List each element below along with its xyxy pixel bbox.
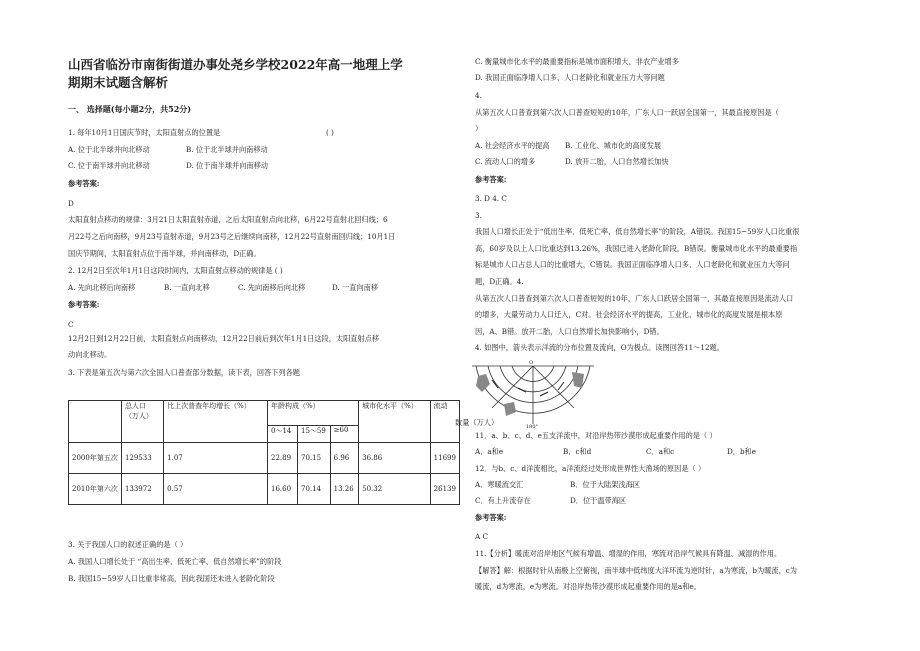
q11-option-b: B．c和d [563, 447, 592, 456]
table-header-total [121, 401, 163, 443]
q34-explanation-line: 因，A、B错。放开二胎，人口自然增长加快影响小，D错。 [475, 327, 664, 336]
current-arrow [540, 392, 548, 396]
q2-option-c: C. 先向南移后向北移 [238, 283, 306, 292]
q4-number: 4. [475, 91, 482, 100]
q1-paren: ( ) [326, 128, 334, 137]
table-cell: 16.60 [268, 474, 298, 505]
q2-explanation-line: 动向北移动。 [68, 350, 112, 359]
q11-option-d: D．b和e [727, 447, 756, 456]
q1112-explanation-line: 暖流，d为寒流，e为寒流。对沿岸热带沙漠形成起重要作用的是a和e。 [475, 582, 701, 591]
q3-intro: 3. 下表是第五次与第六次全国人口普查部分数据，读下表，回答下列各题 [68, 368, 300, 377]
figure-label-pole: O [529, 360, 534, 366]
q11-option-c: C．a和c [646, 447, 675, 456]
q34-explanation-line: 题，D正确。4. [475, 277, 524, 286]
table-cutoff-label: 数量（万人） [455, 418, 499, 427]
table-cell: 70.15 [298, 443, 331, 474]
q34-explanation-line: 我国人口增长正处于“低出生率、低死亡率、低自然增长率”的阶段，A错误。我国15~59岁人口比重很 [475, 227, 800, 236]
table-cell: 133972 [121, 474, 163, 505]
table-cell: 2010年第六次 [69, 474, 122, 505]
current-arrow [558, 382, 564, 390]
q4-option-a: A. 社会经济水平的提高 [475, 141, 550, 150]
q4-option-d: D. 放开二胎，人口自然增长加快 [565, 157, 669, 166]
q34-explanation-line: 标是城市人口占总人口的比重增大，C错误。我国正面临净增人口多、人口老龄化和就业压力大等问 [475, 260, 790, 269]
table-cell: 2000年第五次 [69, 443, 122, 474]
answer-label: 参考答案: [475, 513, 507, 522]
census-table [68, 400, 460, 505]
table-header-total-unit: （万人） [124, 412, 153, 420]
q1112-explanation-line: 11.【分析】暖流对沿岸地区气候有增温、增湿的作用，寒流对沿岸气候具有降温、减湿的作用。 [475, 549, 782, 558]
table-cell: 0.57 [164, 474, 268, 505]
current-arrow [492, 380, 498, 388]
table-header-age-group: 0～14 [268, 426, 298, 443]
table-row [69, 443, 460, 474]
figure-intro: 4. 如图中，箭头表示洋流的分布位置及流向，O为极点。读图回答11～12题。 [475, 343, 724, 352]
answer-label: 参考答案: [68, 179, 100, 188]
land-shape [476, 374, 490, 392]
table-header-urban: 城市化水平（%） [359, 401, 431, 443]
q3-option-a: A. 我国人口增长处于 “高出生率、低死亡率、低自然增长率”的阶段 [68, 557, 282, 566]
q11-option-a: A．a和e [475, 447, 504, 456]
q34-explanation-line: 3. [475, 211, 482, 220]
table-cell: 129533 [121, 443, 163, 474]
table-header-age-group: 15～59 [298, 426, 331, 443]
q4-option-b: B. 工业化、城市化的高度发展 [565, 141, 662, 150]
q12-option-c: C．有上升流存在 [475, 496, 531, 505]
section-heading: 一、 选择题(每小题2分，共52分) [68, 104, 192, 114]
q4-option-c: C. 流动人口的增多 [475, 157, 536, 166]
q1-option-c: C. 位于南半球并向北移动 [68, 161, 150, 170]
q34-explanation-line: 从第五次人口普查到第六次人口普查短短的10年，广东人口跃居全国第一，其最直接原因是流动人口 [475, 294, 794, 303]
table-header-growth: 比上次普查年均增长（%） [164, 401, 268, 443]
table-header-total-label: 总人口 [124, 402, 146, 410]
page-title-line-1: 山西省临汾市南街街道办事处尧乡学校2022年高一地理上学 [68, 57, 403, 72]
table-cell: 11699 [430, 443, 459, 474]
q1-explanation-line: 国庆节期间，太阳直射点位于南半球，并向南移动，D正确。 [68, 249, 261, 258]
q2-option-a: A. 先向北移后向南移 [68, 283, 136, 292]
table-cell: 70.14 [298, 474, 331, 505]
q12-option-d: D．位于温带海区 [570, 496, 627, 505]
q1-answer: D [68, 199, 74, 208]
land-shape [572, 372, 584, 388]
q1112-answer: A C [475, 532, 488, 541]
q3-option-d: D. 我国正面临净增人口多、人口老龄化和就业压力大等问题 [475, 73, 665, 82]
q2-stem: 2. 12月2日至次年1月1日这段时间内，太阳直射点移动的规律是 ( ) [68, 266, 283, 275]
q4-stem: 从第五次人口普查到第六次人口普查短短的10年，广东人口一跃居全国第一，其最直接原因是（ [475, 108, 779, 117]
q1-explanation-line: 月22号之后向南移，9月23号直射赤道，9月23号之后继续向南移，12月22号直射南回归线；10月1日 [68, 232, 396, 241]
q34-explanation-line: 的增多，大量劳动力人口迁入，C对。社会经济水平的提高，工业化、城市化的高度发展是根本原 [475, 310, 783, 319]
q1-option-d: D. 位于南半球并向南移动 [186, 161, 268, 170]
q3-option-c: C. 衡量城市化水平的最重要指标是城市面积增大，非农产业增多 [475, 57, 679, 66]
q1-stem: 1. 每年10月1日国庆节时，太阳直射点的位置是 [68, 128, 221, 137]
answer-label: 参考答案: [68, 300, 100, 309]
q1112-explanation-line: 【解答】解：根据时针从南极上空俯视，南半球中低纬度大洋环流为逆时针，a为寒流，b为暖流，c为 [475, 566, 797, 575]
table-cell: 6.96 [330, 443, 358, 474]
q12-option-b: B．位于大陆架浅海区 [570, 480, 640, 489]
q1-explanation-line: 太阳直射点移动的规律：3月21日太阳直射赤道，之后太阳直射点向北移，6月22号直射北回归线；6 [68, 215, 388, 224]
table-row [69, 474, 460, 505]
q34-explanation-line: 高，60岁及以上人口比重达到13.26%，我国已进入老龄化阶段，B错误。衡量城市化水平的最重要指 [475, 244, 798, 253]
q2-option-d: D. 一直向南移 [332, 283, 379, 292]
page-title-line-2: 期期末试题含解析 [68, 75, 169, 90]
land-shape [504, 402, 516, 416]
q12-stem: 12．与b、c、d洋流相比，a洋流经过处形成世界性大渔场的原因是（ ） [475, 464, 706, 473]
table-cell: 26139 [430, 474, 459, 505]
q4-stem-close: ） [475, 124, 483, 133]
table-header-flow: 流动 [430, 401, 459, 443]
table-cell: 50.32 [359, 474, 431, 505]
answer-label: 参考答案: [475, 175, 507, 184]
q11-stem: 11．a、b、c、d、e五支洋流中，对沿岸热带沙漠形成起重要作用的是（ ） [475, 431, 717, 440]
figure-label-180: 180° [526, 424, 539, 428]
q34-answer: 3. D 4. C [475, 194, 507, 203]
table-cell: 13.26 [330, 474, 358, 505]
table-cell: 1.07 [164, 443, 268, 474]
q1-option-b: B. 位于北半球并向南移动 [186, 145, 268, 154]
current-arrow [518, 388, 526, 392]
table-header-blank [69, 401, 122, 443]
table-header-age-group: ≥60 [330, 426, 358, 443]
q1-option-a: A. 位于北半球并向北移动 [68, 145, 150, 154]
q3-option-b: B. 我国15~59岁人口比重非常高，因此我国还未进入老龄化阶段 [68, 574, 275, 583]
q12-option-a: A．寒暖流交汇 [475, 480, 524, 489]
q2-option-b: B. 一直向北移 [164, 283, 210, 292]
q3-stem: 3. 关于我国人口的叙述正确的是（ ） [68, 540, 188, 549]
q2-explanation-line: 12月2日到12月22日前，太阳直射点向南移动，12月22日前后到次年1月1日这段，太阳直射点移 [68, 334, 380, 343]
table-cell: 22.89 [268, 443, 298, 474]
table-cell: 36.86 [359, 443, 431, 474]
q2-answer: C [68, 320, 74, 329]
table-header-age: 年龄构成（%） [268, 401, 359, 426]
